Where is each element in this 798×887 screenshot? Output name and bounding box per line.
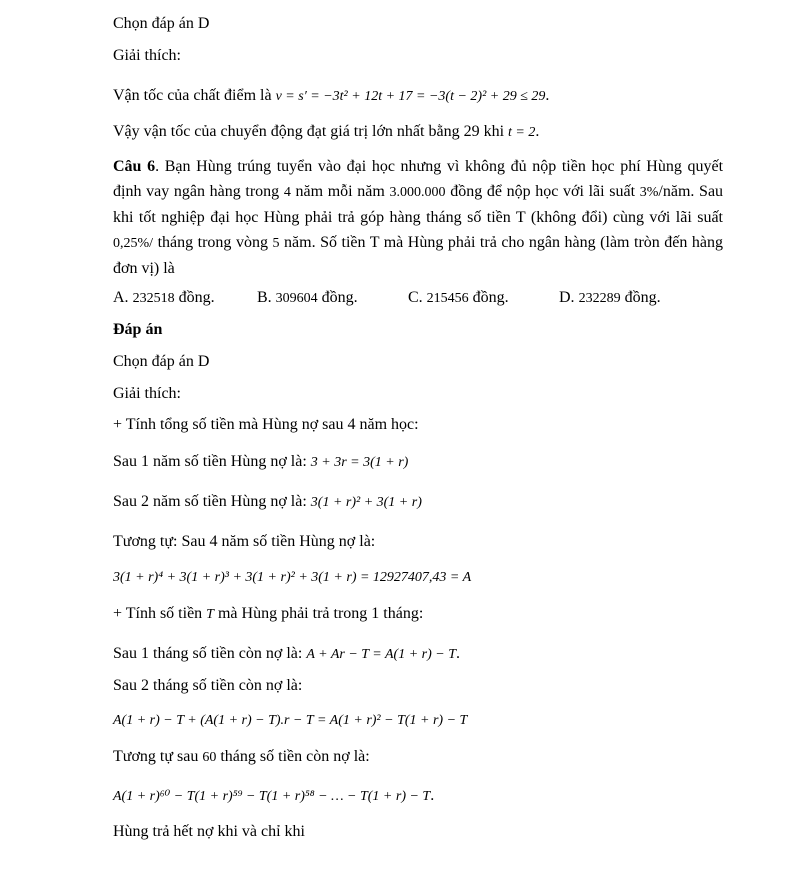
step-year-2: Sau 2 năm số tiền Hùng nợ là: 3(1 + r)² + 3(1 + r) (113, 493, 422, 510)
step-year-4-label: Tương tự: Sau 4 năm số tiền Hùng nợ là: (113, 533, 376, 550)
step-year-1: Sau 1 năm số tiền Hùng nợ là: 3 + 3r = 3(1 + r) (113, 453, 409, 470)
step-month-2-label: Sau 2 tháng số tiền còn nợ là: (113, 677, 303, 694)
max-velocity-line: Vậy vận tốc của chuyển động đạt giá trị lớn nhất bằng 29 khi t = 2. (113, 123, 540, 140)
explanation-label: Giải thích: (113, 47, 181, 64)
t-value: t = 2 (508, 125, 536, 140)
step-month-60-formula: A(1 + r)⁶⁰ − T(1 + r)⁵⁹ − T(1 + r)⁵⁸ − … − T(1 + r) − T. (113, 787, 435, 804)
velocity-formula: v = s′ = −3t² + 12t + 17 = −3(t − 2)² + 29 ≤ 29 (275, 89, 546, 104)
step-total-debt: + Tính tổng số tiền mà Hùng nợ sau 4 năm học: (113, 416, 419, 433)
step-month-1: Sau 1 tháng số tiền còn nợ là: A + Ar − T = A(1 + r) − T. (113, 645, 461, 662)
answer-options (113, 288, 661, 309)
step-year-4-formula: 3(1 + r)⁴ + 3(1 + r)³ + 3(1 + r)² + 3(1 + r) = 12927407,43 = A (113, 570, 472, 585)
step-month-2-formula: A(1 + r) − T + (A(1 + r) − T).r − T = A(1 + r)² − T(1 + r) − T (113, 713, 468, 728)
choose-answer-line: Chọn đáp án D (113, 15, 210, 32)
option-d: D. 232289 đồng. (559, 289, 661, 306)
option-b: B. 309604 đồng. (257, 289, 358, 306)
debt-paid-condition: Hùng trả hết nợ khi và chỉ khi (113, 823, 305, 840)
option-c: C. 215456 đồng. (408, 289, 509, 306)
option-a: A. 232518 đồng. (113, 289, 215, 306)
step-month-60-label: Tương tự sau 60 tháng số tiền còn nợ là: (113, 748, 370, 765)
explanation-label-2: Giải thích: (113, 385, 181, 402)
question-label: Câu 6 (113, 158, 156, 175)
choose-answer-line-2: Chọn đáp án D (113, 353, 210, 370)
step-monthly-payment: + Tính số tiền T mà Hùng phải trả trong 1 tháng: (113, 605, 424, 622)
answer-heading: Đáp án (113, 321, 163, 338)
question-6: Câu 6. Bạn Hùng trúng tuyển vào đại học nhưng vì không đủ nộp tiền học phí Hùng quyết định vay ngân hàng trong 4 năm mỗi năm 3.000.000 đồng để nộp học với lãi suất 3%/năm. Sau khi tốt nghiệp đại học Hùng phải trả góp hàng tháng số tiền T (không đổi) cùng với lãi suất 0,25%/ tháng trong vòng 5 năm. Số tiền T mà Hùng phải trả cho ngân hàng (làm tròn đến hàng đơn vị) là (113, 158, 724, 277)
velocity-line: Vận tốc của chất điểm là v = s′ = −3t² + 12t + 17 = −3(t − 2)² + 29 ≤ 29. (113, 87, 550, 104)
